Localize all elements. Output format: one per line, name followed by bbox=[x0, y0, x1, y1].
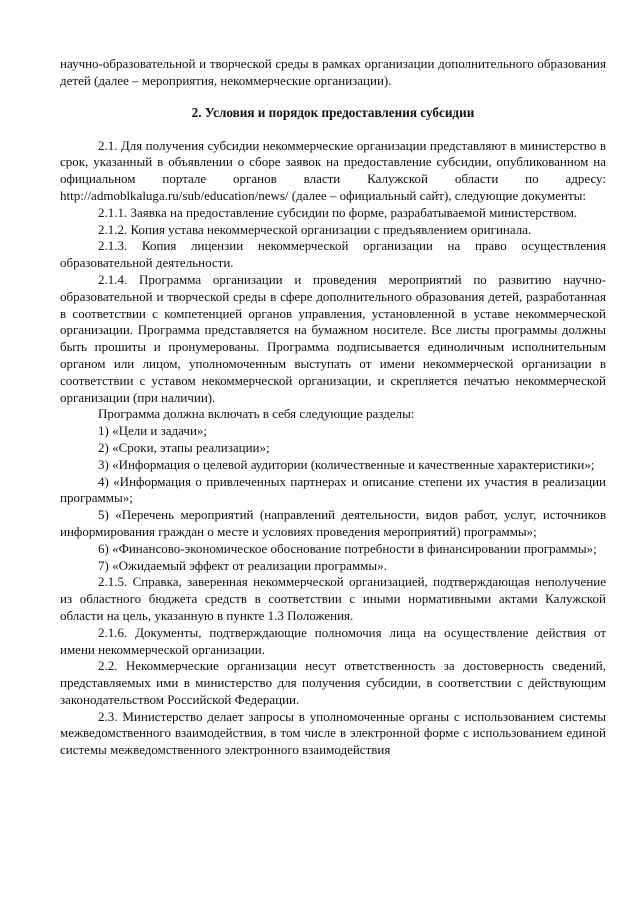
program-sections-intro: Программа должна включать в себя следующие разделы: bbox=[98, 406, 415, 422]
program-section-2: 2) «Сроки, этапы реализации»; bbox=[98, 439, 270, 455]
paragraph-2-1-5: 2.1.5. Справка, заверенная некоммерческой организацией, подтверждающая неполучение из областного бюджета средств в соответствии с иными нормативными актами Калужской области на цель, указанную в пункте 1.3 Положения. bbox=[60, 574, 606, 623]
program-section-6: 6) «Финансово-экономическое обоснование потребности в финансировании программы»; bbox=[98, 540, 597, 556]
paragraph-2-1-3: 2.1.3. Копия лицензии некоммерческой организации на право осуществления образовательной деятельности. bbox=[60, 238, 606, 271]
program-section-1: 1) «Цели и задачи»; bbox=[98, 423, 208, 439]
program-section-5: 5) «Перечень мероприятий (направлений деятельности, видов работ, услуг, источников информирования граждан о месте и условиях проведения мероприятий) программы»; bbox=[60, 507, 606, 539]
program-section-4: 4) «Информация о привлеченных партнерах и описание степени их участия в реализации программы»; bbox=[60, 473, 606, 506]
section-title: 2. Условия и порядок предоставления субсидии bbox=[191, 104, 475, 120]
paragraph-2-1: 2.1. Для получения субсидии некоммерческие организации представляют в министерство в срок, указанный в объявлении о сборе заявок на предоставление субсидии, опубликованном на официальном портале органов власти Калужской области по адресу: http://admoblkaluga.ru/sub/education/news/ (далее – официальный сайт), следующие документы: bbox=[60, 137, 606, 203]
program-section-3: 3) «Информация о целевой аудитории (количественные и качественные характеристики»; bbox=[98, 456, 595, 472]
paragraph-2-2: 2.2. Некоммерческие организации несут ответственность за достоверность сведений, представляемых ими в министерство для получения субсидии, в соответствии с действующим законодательством Российской Федерации. bbox=[60, 658, 606, 707]
intro-paragraph: научно-образовательной и творческой среды в рамках организации дополнительного образования детей (далее – мероприятия, некоммерческие организации). bbox=[60, 56, 606, 88]
paragraph-2-1-4: 2.1.4. Программа организации и проведения мероприятий по развитию научно-образовательной и творческой среды в сфере дополнительного образования детей, разработанная в соответствии с компетенцией органов управления, установленной в уставе некоммерческой организации. Программа представляется на бумажном носителе. Все листы программы должны быть прошиты и пронумерованы. Программа подписывается единоличным исполнительным органом или лицом, уполномоченным выступать от имени некоммерческой организации в соответствии с уставом некоммерческой организации, и скрепляется печатью некоммерческой организации (при наличии). bbox=[60, 271, 606, 405]
paragraph-2-1-2: 2.1.2. Копия устава некоммерческой организации с предъявлением оригинала. bbox=[98, 221, 532, 237]
paragraph-2-3: 2.3. Министерство делает запросы в уполномоченные органы с использованием системы межведомственного взаимодействия, в том числе в электронной форме с использованием единой системы межведомственного электронного взаимодействия bbox=[60, 708, 606, 758]
paragraph-2-1-1: 2.1.1. Заявка на предоставление субсидии по форме, разрабатываемой министерством. bbox=[98, 204, 578, 220]
program-section-7: 7) «Ожидаемый эффект от реализации программы». bbox=[98, 557, 387, 573]
paragraph-2-1-6: 2.1.6. Документы, подтверждающие полномочия лица на осуществление действия от имени некоммерческой организации. bbox=[60, 624, 606, 657]
